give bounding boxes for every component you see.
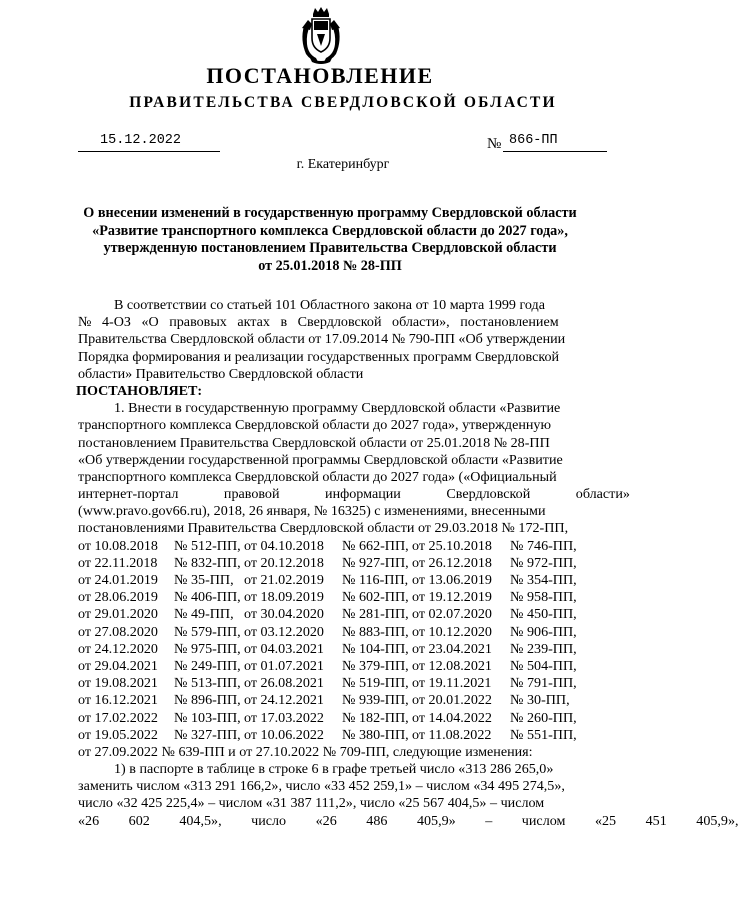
- amendment-row: [78, 727, 606, 744]
- amendment-row: [78, 692, 606, 709]
- subject-line: «Развитие транспортного комплекса Свердловской области до 2027 года»,: [92, 222, 568, 239]
- amendment-date: от 17.03.2022: [244, 709, 324, 726]
- amendment-number: № 551-ПП,: [510, 726, 577, 743]
- amendment-date: от 22.11.2018: [78, 554, 158, 571]
- amendment-number: № 832-ПП,: [174, 554, 241, 571]
- amendment-number: № 327-ПП,: [174, 726, 241, 743]
- amendment-date: от 26.12.2018: [412, 554, 492, 571]
- amendment-number: № 406-ПП,: [174, 589, 241, 606]
- amendment-number: № 35-ПП,: [174, 572, 234, 588]
- amendment-number: № 281-ПП,: [342, 606, 409, 623]
- amendment-number: № 182-ПП,: [342, 709, 409, 726]
- amendment-number: № 116-ПП,: [342, 572, 409, 588]
- amendment-date: от 24.12.2021: [244, 692, 324, 709]
- amendment-number: № 602-ПП,: [342, 589, 409, 606]
- amendment-date: от 01.07.2021: [244, 657, 324, 674]
- amendment-number: № 883-ПП,: [342, 623, 409, 640]
- city-label: г. Екатеринбург: [296, 157, 390, 172]
- amendment-date: от 13.06.2019: [412, 572, 492, 588]
- amendment-number: № 513-ПП,: [174, 675, 241, 692]
- preamble-line: Порядка формирования и реализации государственных программ Свердловской: [78, 348, 560, 365]
- amendment-date: от 12.08.2021: [412, 657, 492, 674]
- amendment-date: от 29.01.2020: [78, 606, 158, 623]
- item1-line: транспортного комплекса Свердловской области до 2027 года» («Официальный: [78, 468, 557, 485]
- amendment-date: от 02.07.2020: [412, 606, 492, 623]
- subject-line: от 25.01.2018 № 28-ПП: [258, 257, 402, 274]
- document-title: ПОСТАНОВЛЕНИЕ: [206, 63, 434, 88]
- amendment-row: [78, 710, 606, 727]
- amendment-number: № 958-ПП,: [510, 589, 577, 606]
- amendment-date: от 24.01.2019: [78, 572, 158, 588]
- amendment-number: № 662-ПП,: [342, 537, 409, 554]
- amendment-date: от 10.12.2020: [412, 623, 492, 640]
- amendment-date: от 10.06.2022: [244, 726, 324, 743]
- subitem1-line: «26 602 404,5», число «26 486 405,9» – числом «25 451 405,9»,: [78, 812, 739, 829]
- amendment-date: от 10.08.2018: [78, 537, 158, 554]
- amendment-row: [78, 572, 606, 589]
- amendment-date: от 11.08.2022: [412, 726, 492, 743]
- subitem1-line: число «32 425 225,4» – числом «31 387 111,2», число «25 567 404,5» – числом: [78, 795, 545, 812]
- amendment-number: № 103-ПП,: [174, 709, 241, 726]
- amendment-date: от 21.02.2019: [244, 572, 324, 588]
- amendment-date: от 17.02.2022: [78, 709, 158, 726]
- amendment-date: от 19.05.2022: [78, 726, 158, 743]
- preamble-line: № 4-ОЗ «О правовых актах в Свердловской области», постановлением: [78, 314, 559, 331]
- amendment-number: № 791-ПП,: [510, 675, 577, 692]
- amendment-number: № 512-ПП,: [174, 537, 241, 554]
- amendments-list: [78, 538, 606, 744]
- item1-line: (www.pravo.gov66.ru), 2018, 26 января, № 16325) с изменениями, внесенными: [78, 503, 546, 520]
- document-date: 15.12.2022: [100, 133, 182, 148]
- amendment-date: от 20.12.2018: [244, 554, 324, 571]
- amendment-number: № 504-ПП,: [510, 657, 577, 674]
- amendment-date: от 16.12.2021: [78, 692, 158, 709]
- amendment-date: от 24.12.2020: [78, 640, 158, 657]
- document-number: 866-ПП: [509, 133, 558, 148]
- amendment-number: № 239-ПП,: [510, 640, 577, 657]
- document-body: [76, 297, 739, 830]
- amendment-date: от 19.12.2019: [412, 589, 492, 606]
- number-sign: №: [487, 136, 502, 152]
- amendment-date: от 27.08.2020: [78, 623, 158, 640]
- amendment-number: № 927-ПП,: [342, 554, 409, 571]
- amendment-number: № 354-ПП,: [510, 572, 577, 588]
- date-field: [78, 133, 220, 152]
- amendment-date: от 04.10.2018: [244, 537, 324, 554]
- amendment-row: [78, 658, 606, 675]
- amendment-date: от 03.12.2020: [244, 623, 324, 640]
- amendment-number: № 939-ПП,: [342, 692, 409, 709]
- issuer-subtitle: ПРАВИТЕЛЬСТВА СВЕРДЛОВСКОЙ ОБЛАСТИ: [129, 94, 557, 111]
- amendment-date: от 19.11.2021: [412, 675, 492, 692]
- amendment-number: № 519-ПП,: [342, 675, 409, 692]
- amendment-date: от 25.10.2018: [412, 537, 492, 554]
- subject-line: утвержденную постановлением Правительства Свердловской области: [103, 240, 557, 256]
- amendment-row: [78, 606, 606, 623]
- amendment-date: от 19.08.2021: [78, 675, 158, 692]
- preamble-line: области» Правительство Свердловской области: [78, 365, 364, 382]
- amendment-date: от 29.04.2021: [78, 657, 158, 674]
- amendment-date: от 18.09.2019: [244, 589, 324, 606]
- amendment-date: от 14.04.2022: [412, 709, 492, 726]
- amendment-date: от 04.03.2021: [244, 640, 324, 657]
- amendment-number: № 30-ПП,: [510, 692, 570, 709]
- amendment-row: [78, 538, 606, 555]
- resolves-heading: ПОСТАНОВЛЯЕТ:: [76, 382, 203, 399]
- amendment-row: [78, 555, 606, 572]
- amendment-date: от 23.04.2021: [412, 640, 492, 657]
- amendment-number: № 249-ПП,: [174, 657, 241, 674]
- item1-line: интернет-портал правовой информации Свердловской области»: [78, 486, 630, 503]
- item1-line: постановлениями Правительства Свердловской области от 29.03.2018 № 172-ПП,: [78, 520, 569, 537]
- amendment-date: от 26.08.2021: [244, 675, 324, 692]
- number-field: [503, 133, 607, 152]
- amendment-number: № 975-ПП,: [174, 640, 241, 657]
- amendment-number: № 380-ПП,: [342, 726, 409, 743]
- coat-of-arms-icon: [298, 6, 344, 64]
- subitem1-line: заменить числом «313 291 166,2», число «33 452 259,1» – числом «34 495 274,5»,: [78, 778, 565, 795]
- amendment-number: № 104-ПП,: [342, 640, 409, 657]
- amendment-number: № 896-ПП,: [174, 692, 241, 709]
- subject-line: О внесении изменений в государственную программу Свердловской области: [83, 205, 577, 221]
- preamble-line: В соответствии со статьей 101 Областного закона от 10 марта 1999 года: [114, 297, 545, 313]
- item1-line: постановлением Правительства Свердловской области от 25.01.2018 № 28-ПП: [78, 434, 550, 451]
- amendment-number: № 260-ПП,: [510, 709, 577, 726]
- item1-line: транспортного комплекса Свердловской области до 2027 года», утвержденную: [78, 417, 551, 434]
- amendment-row: [78, 675, 606, 692]
- amendment-date: от 20.01.2022: [412, 692, 492, 709]
- amendment-number: № 906-ПП,: [510, 623, 577, 640]
- amendment-number: № 579-ПП,: [174, 623, 241, 640]
- item1-line: «Об утверждении государственной программы Свердловской области «Развитие: [78, 451, 563, 468]
- subitem1-line: 1) в паспорте в таблице в строке 6 в графе третьей число «313 286 265,0»: [114, 761, 554, 778]
- amendment-row: [78, 624, 606, 641]
- amendment-number: № 450-ПП,: [510, 606, 577, 623]
- amendment-number: № 746-ПП,: [510, 537, 577, 554]
- preamble-line: Правительства Свердловской области от 17.09.2014 № 790-ПП «Об утверждении: [78, 331, 566, 348]
- amendment-date: от 28.06.2019: [78, 589, 158, 606]
- amendment-row: [78, 641, 606, 658]
- item1-line: 1. Внести в государственную программу Свердловской области «Развитие: [114, 400, 561, 417]
- amendment-row: [78, 589, 606, 606]
- amendments-tail: от 27.09.2022 № 639-ПП и от 27.10.2022 № 709-ПП, следующие изменения:: [78, 743, 533, 760]
- amendment-date: от 30.04.2020: [244, 606, 324, 623]
- amendment-number: № 379-ПП,: [342, 657, 409, 674]
- amendment-number: № 972-ПП,: [510, 554, 577, 571]
- amendment-number: № 49-ПП,: [174, 606, 234, 623]
- document-subject: [60, 205, 600, 275]
